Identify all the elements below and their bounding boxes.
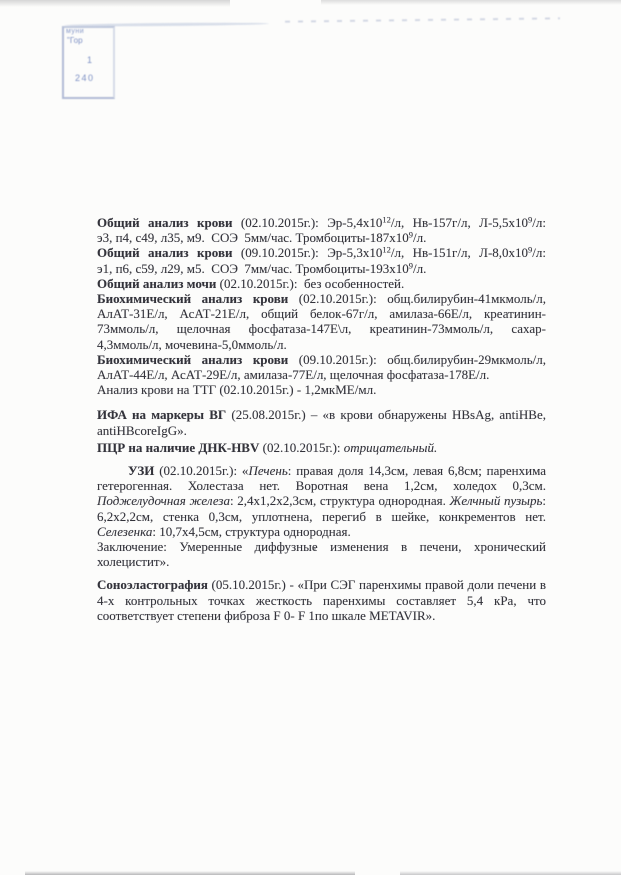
text-line [97,245,546,260]
text-run: АлАТ-44Е/л, АсАТ-29Е/л, амилаза-77Е/л, щелочная фосфатаза-178Е/л. [97,367,490,383]
text-run: Общий анализ крови [97,245,233,261]
text-line [97,577,546,592]
text-line [97,352,546,367]
text-line [97,593,546,608]
text-line [97,539,546,554]
text-run: (09.10.2015г.): Эр-5,3х10 [232,245,383,261]
text-run: ПЦР на наличие ДНК-HBV [97,439,260,455]
text-run: 9 [408,260,414,271]
text-run: /л: [532,215,546,230]
text-line [97,321,546,336]
text-run: 9 [408,229,414,240]
text-run: э3, п4, с49, л35, м9. СОЭ 5мм/час. Тромбоциты-187х10 [97,230,409,246]
text-run: гетерогенная. Холестаза нет. Воротная вена 1,2см, холедох 0,3см. [97,478,546,494]
text-run: (02.10.2015г.): [259,439,344,455]
stamp-text-line: 1 [87,55,93,65]
text-run: (25.08.2015г.) – «в крови обнаружены HBsAg, antiHBe, [226,407,546,423]
text-line [97,382,546,397]
text-run: 4-х контрольных точках жесткость паренхимы составляет 5,4 кРа, что [97,592,546,608]
text-run: /л. [413,260,427,276]
stamp-text-line: 240 [75,73,95,83]
text-line [97,509,546,524]
text-run: э1, п6, с59, л29, м5. СОЭ 7мм/час. Тромбоциты-193х10 [97,260,409,276]
text-line [97,493,546,508]
text-line [97,423,546,438]
document-paragraph [97,245,546,275]
text-line [97,215,546,230]
document-paragraph [97,352,546,382]
text-line [97,291,546,306]
stamp-text-line: "Гор [67,36,83,45]
text-run: 6,2х2,2см, стенка 0,3см, уплотнена, перегиб в шейке, конкрементов нет. [97,508,546,524]
document-text [97,215,546,623]
text-run: : [542,493,546,509]
text-run: ИФА на маркеры ВГ [97,407,227,423]
document-paragraph [97,276,546,291]
text-run: соответствует степени фиброза F 0- F 1по шкале METAVIR». [97,607,436,623]
text-run: Печень [248,463,288,479]
text-run: 12 [382,244,391,255]
text-run: 4,3ммоль/л, мочевина-5,0ммоль/л. [97,336,287,352]
text-run: (02.10.2015г.): « [154,463,249,479]
text-run: /л: [532,245,546,261]
text-line [97,554,546,569]
text-line [97,463,546,478]
document-paragraph [97,577,546,623]
scan-edge-top-right [321,0,621,5]
text-run: 73ммоль/л, щелочная фосфатаза-147Е\л, креатинин-73ммоль/л, сахар- [97,321,546,337]
text-line [97,608,546,623]
scan-edge-top-left [0,0,230,7]
document-paragraph [97,291,546,352]
text-line [97,524,546,539]
text-run: /л. [413,230,427,246]
text-line [97,478,546,493]
text-run: АлАТ-31Е/л, АсАТ-21Е/л, общий белок-67г/л, амилаза-66Е/л, креатинин- [97,306,546,322]
text-run: : правая доля 14,3см, левая 6,8см; паренхима [287,463,546,479]
ink-smear [64,22,269,27]
document-paragraph [97,215,546,245]
text-run: (02.10.2015г.): общ.билирубин-41мкмоль/л, [288,291,546,307]
text-line [97,337,546,352]
text-run: /л, Нв-151г/л, Л-8,0х10 [390,245,529,261]
text-run: Соноэластография [97,577,208,593]
stamp-text-line: муни [66,28,85,35]
text-line [97,261,546,276]
stamp [62,26,115,99]
text-run: /л, Нв-157г/л, Л-5,5х10 [390,215,529,230]
text-line [97,306,546,321]
text-line [97,407,546,422]
text-run: 9 [528,214,533,225]
text-run: Селезенка [97,523,153,539]
text-run: Заключение: Умеренные диффузные изменения в печени, хронический [97,539,546,555]
text-run: : 10,7х4,5см, структура однородная. [152,523,351,539]
text-run: (02.10.2015г.): Эр-5,4х10 [232,215,383,230]
text-line [97,230,546,245]
text-line [97,440,546,455]
text-run: (02.10.2015г.): без особенностей. [216,275,405,291]
text-run: antiHBcoreIgG». [97,422,187,438]
text-run: Общий анализ крови [97,215,233,230]
text-run: (09.10.2015г.): общ.билирубин-29мкмоль/л, [288,351,546,367]
text-run: отрицательный. [343,439,438,455]
scan-edge-bottom-left [25,871,355,875]
text-run: Биохимический анализ крови [97,291,289,307]
ink-smear [285,17,560,22]
document-paragraph [97,440,546,455]
text-run: Общий анализ мочи [97,275,217,291]
text-run: Желчный пузырь [449,493,543,509]
text-run: УЗИ [128,463,155,479]
text-run: Поджелудочная железа [97,493,231,509]
document-paragraph [97,463,546,569]
text-run: : 2,4х1,2х2,3см, структура однородная. [230,493,450,509]
text-run: Анализ крови на ТТГ (02.10.2015г.) - 1,2мкМЕ/мл. [97,382,377,398]
text-run: 12 [382,214,391,225]
text-line [97,367,546,382]
document-paragraph [97,382,546,397]
text-line [97,276,546,291]
document-paragraph [97,407,546,437]
text-run: Биохимический анализ крови [97,351,289,367]
text-run: 9 [528,244,533,255]
text-run: холецистит». [97,554,170,570]
text-run: (05.10.2015г.) - «При СЭГ паренхимы правой доли печени в [207,577,546,593]
scan-edge-bottom-right [400,871,621,875]
